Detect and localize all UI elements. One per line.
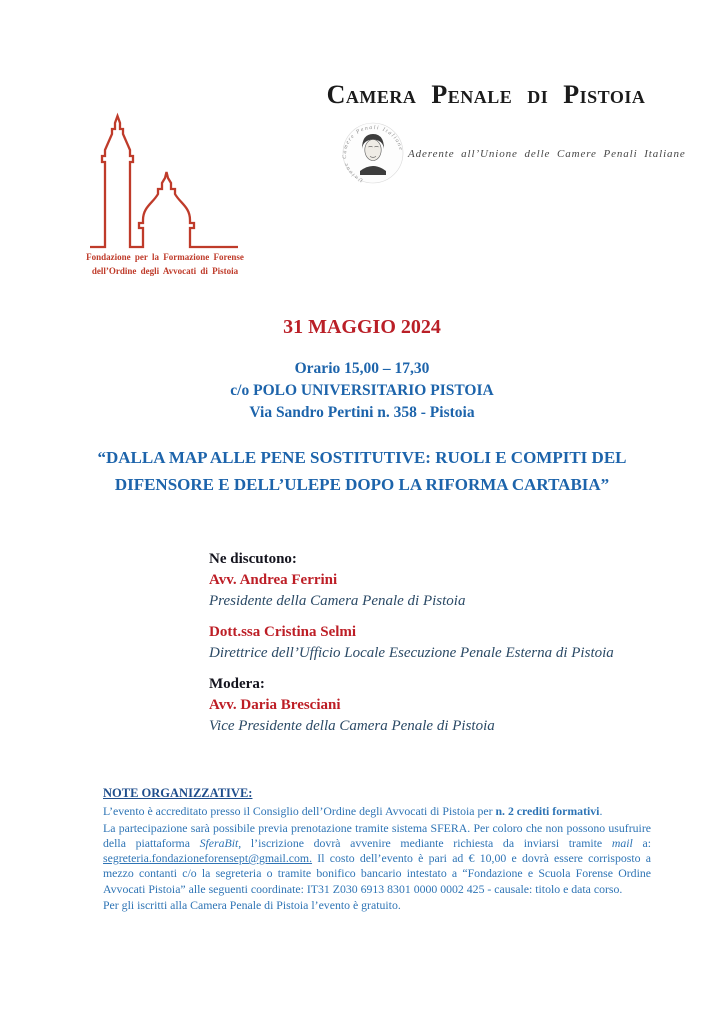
moderator-label: Modera: (209, 676, 265, 692)
speaker-name: Dott.ssa Cristina Selmi (209, 624, 357, 640)
discussants-label: Ne discutono: (209, 551, 297, 567)
mail-word: mail (611, 835, 633, 850)
credits-text: n. 2 crediti formativi (495, 804, 600, 819)
speaker-block (209, 622, 679, 664)
towers-icon (88, 110, 240, 250)
event-title-line1: “DALLA MAP ALLE PENE SOSTITUTIVE: RUOLI E COMPITI DEL (97, 448, 627, 467)
platform-name: SferaBit (199, 835, 239, 850)
event-date: 31 MAGGIO 2024 (283, 316, 441, 338)
event-title-line2: DIFENSORE E DELL’ULEPE DOPO LA RIFORMA CARTABIA” (114, 475, 610, 494)
speaker-role: Direttrice dell’Ufficio Locale Esecuzione Penale Esterna di Pistoia (209, 645, 614, 661)
speaker-block (209, 549, 679, 612)
payment-text: Il costo dell’evento è pari ad € 10,00 e dovrà essere corrisposto a mezzo contanti c/o la segreteria o tramite bonifico bancario intestato a “Fondazione e Scuola Forense Ordine Avvocati Pistoia” alle seguenti coordinate: IT31 Z030 6913 8301 0000 0002 425 - causale: titolo e data corso. (103, 851, 651, 896)
organizational-notes (103, 786, 651, 914)
free-admission-line: Per gli iscritti alla Camera Penale di Pistoia l’evento è gratuito. (103, 898, 401, 913)
foundation-caption-line2: dell’Ordine degli Avvocati di Pistoia (91, 265, 239, 276)
affiliation-text: Aderente all’Unione delle Camere Penali Italiane (408, 148, 686, 160)
foundation-towers-logo (88, 110, 240, 250)
ucpi-seal (334, 117, 412, 189)
moderator-role: Vice Presidente della Camera Penale di Pistoia (209, 718, 495, 734)
accreditation-end: . (599, 804, 603, 819)
registration-paragraph (103, 821, 651, 897)
foundation-caption-line1: Fondazione per la Formazione Forense (86, 252, 244, 262)
accreditation-text: L’evento è accreditato presso il Consiglio dell’Ordine degli Avvocati di Pistoia per (103, 804, 496, 819)
seal-ring-text: Unione Camere Penali Italiane (341, 124, 404, 183)
speaker-role: Presidente della Camera Penale di Pistoia (209, 593, 466, 609)
org-title: Camera Penale di Pistoia (326, 80, 646, 109)
event-info (0, 358, 724, 424)
email-link[interactable]: segreteria.fondazioneforensept@gmail.com. (103, 851, 313, 866)
speaker-name: Avv. Andrea Ferrini (209, 572, 338, 588)
notes-heading: NOTE ORGANIZZATIVE: (103, 786, 253, 800)
registration-text-3: a: (632, 835, 652, 850)
moderator-block (209, 674, 679, 737)
registration-text-1: La partecipazione sarà possibile previa prenotazione tramite sistema SFERA. Per coloro che non possono usufruire della piattaforma (103, 820, 651, 850)
speakers-section (209, 549, 679, 737)
registration-text-2: , l’iscrizione dovrà avvenire mediante richiesta da inviarsi tramite (238, 835, 612, 850)
event-venue: c/o POLO UNIVERSITARIO PISTOIA (230, 382, 494, 399)
event-title (40, 444, 684, 498)
event-address: Via Sandro Pertini n. 358 - Pistoia (249, 404, 475, 421)
event-time: Orario 15,00 – 17,30 (294, 360, 430, 377)
accreditation-line (103, 804, 651, 819)
seal-icon (334, 117, 412, 189)
moderator-name: Avv. Daria Bresciani (209, 697, 341, 713)
foundation-caption (80, 251, 250, 278)
